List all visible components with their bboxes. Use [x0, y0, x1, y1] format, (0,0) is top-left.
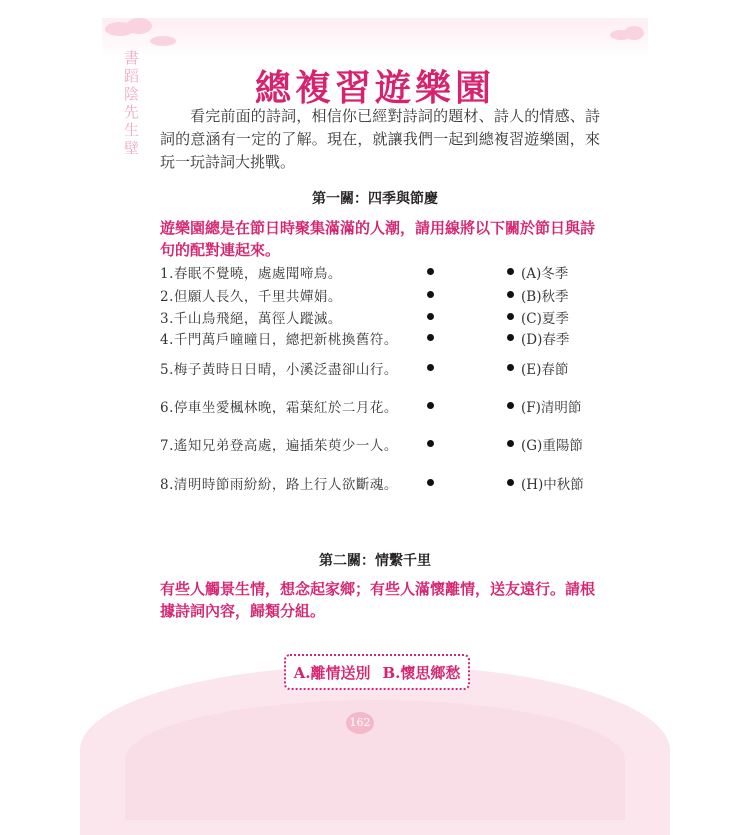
cloud-decoration [150, 36, 176, 46]
answer-text: (H)中秋節 [521, 477, 584, 493]
match-row [160, 307, 600, 327]
level2-instruction: 有些人觸景生情，想念起家鄉；有些人滿懷離情，送友遠行。請根據詩詞內容，歸類分組。 [160, 580, 596, 620]
left-connector-dot[interactable] [427, 313, 434, 320]
right-connector-dot[interactable] [507, 364, 514, 371]
option-a-label: A.離情送別 [293, 663, 371, 682]
intro-paragraph: 看完前面的詩詞，相信你已經對詩詞的題材、詩人的情感、詩詞的意涵有一定的了解。現在，就讓我們一起到總複習遊樂園，來玩一玩詩詞大挑戰。 [160, 107, 600, 171]
answer-text: (D)春季 [521, 332, 570, 348]
left-connector-dot[interactable] [427, 334, 434, 341]
right-connector-dot[interactable] [507, 334, 514, 341]
match-row [160, 262, 600, 282]
page-title: 總複習遊樂園 [254, 68, 495, 109]
cloud-decoration [624, 26, 644, 40]
question-text: 8.清明時節雨紛紛，路上行人欲斷魂。 [160, 477, 398, 493]
answer-text: (C)夏季 [521, 311, 569, 327]
left-connector-dot[interactable] [427, 440, 434, 447]
question-text: 5.梅子黃時日日晴，小溪泛盡卻山行。 [160, 362, 398, 378]
match-row [160, 473, 600, 493]
side-tab: 書蹈陰先生壁 [122, 50, 140, 158]
left-connector-dot[interactable] [427, 402, 434, 409]
question-text: 2.但願人長久，千里共嬋娟。 [160, 289, 342, 305]
answer-text: (G)重陽節 [521, 438, 583, 454]
answer-text: (B)秋季 [521, 289, 569, 305]
top-decoration [102, 18, 648, 58]
left-connector-dot[interactable] [427, 479, 434, 486]
cloud-decoration [126, 18, 152, 34]
bottom-decoration-inner [125, 700, 625, 820]
answer-text: (F)清明節 [521, 400, 582, 416]
category-options-box [284, 654, 470, 690]
page-number: 162 [346, 712, 374, 734]
match-row [160, 285, 600, 305]
match-row [160, 396, 600, 416]
option-b-label: B.懷思鄉愁 [382, 663, 461, 682]
match-row [160, 358, 600, 378]
question-text: 7.遙知兄弟登高處，遍插茱萸少一人。 [160, 438, 398, 454]
right-connector-dot[interactable] [507, 402, 514, 409]
right-connector-dot[interactable] [507, 291, 514, 298]
answer-text: (E)春節 [521, 362, 569, 378]
answer-text: (A)冬季 [521, 266, 569, 282]
left-connector-dot[interactable] [427, 291, 434, 298]
level2-heading: 第二關：情繫千里 [319, 553, 431, 569]
question-text: 4.千門萬戶曈曈日，總把新桃換舊符。 [160, 332, 398, 348]
match-row [160, 328, 600, 348]
right-connector-dot[interactable] [507, 440, 514, 447]
question-text: 1.春眠不覺曉，處處聞啼鳥。 [160, 266, 342, 282]
question-text: 3.千山鳥飛絕，萬徑人蹤滅。 [160, 311, 342, 327]
left-connector-dot[interactable] [427, 364, 434, 371]
level1-instruction: 遊樂園總是在節日時聚集滿滿的人潮，請用線將以下關於節日與詩句的配對連起來。 [160, 219, 596, 259]
left-connector-dot[interactable] [427, 268, 434, 275]
question-text: 6.停車坐愛楓林晚，霜葉紅於二月花。 [160, 400, 398, 416]
right-connector-dot[interactable] [507, 313, 514, 320]
match-row [160, 434, 600, 454]
right-connector-dot[interactable] [507, 479, 514, 486]
right-connector-dot[interactable] [507, 268, 514, 275]
level1-heading: 第一關：四季與節慶 [312, 191, 438, 207]
